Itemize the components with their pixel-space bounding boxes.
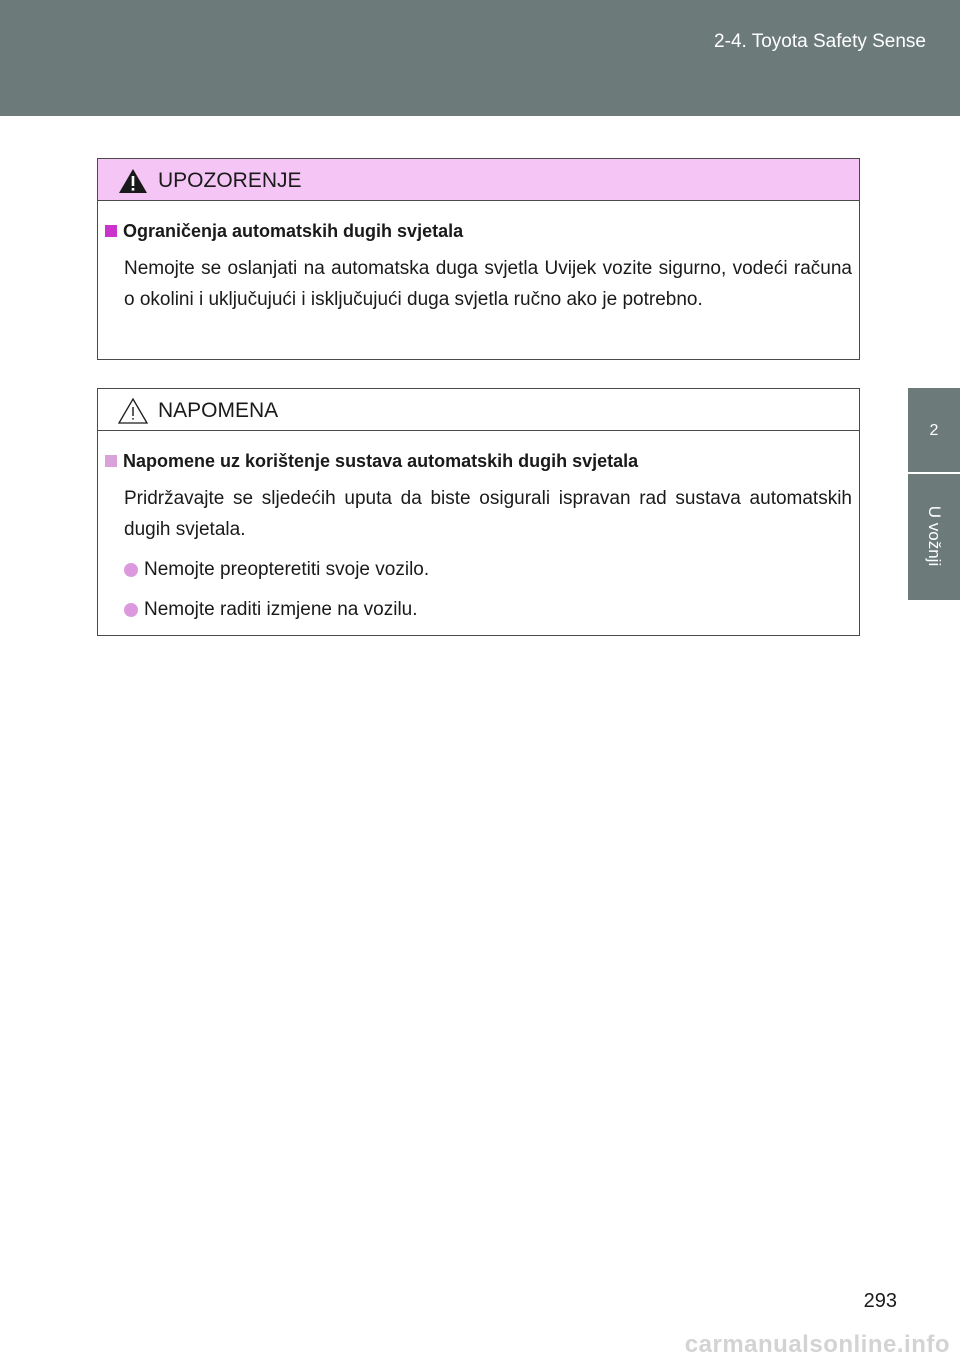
header-title: 2-4. Toyota Safety Sense xyxy=(714,31,926,52)
tab-divider xyxy=(908,472,960,474)
section-square-icon xyxy=(105,225,117,237)
warning-section-title-text: Ograničenja automatskih dugih svjetala xyxy=(123,220,464,241)
list-item-text: Nemojte raditi izmjene na vozilu. xyxy=(144,599,418,620)
watermark: carmanualsonline.info xyxy=(684,1331,950,1358)
section-square-icon xyxy=(105,455,117,467)
warning-box-body xyxy=(98,201,859,315)
bullet-dot-icon xyxy=(124,563,138,577)
page-header xyxy=(0,0,960,116)
warning-heading: UPOZORENJE xyxy=(158,169,302,192)
warning-box-header xyxy=(98,159,859,201)
page-number: 293 xyxy=(863,1290,897,1312)
notice-box-body xyxy=(98,431,859,625)
list-item xyxy=(124,555,852,585)
notice-box xyxy=(97,388,860,636)
warning-triangle-filled-icon xyxy=(117,167,149,195)
notice-section-title-text: Napomene uz korištenje sustava automatskih dugih svjetala xyxy=(123,450,639,471)
bullet-dot-icon xyxy=(124,603,138,617)
notice-heading: NAPOMENA xyxy=(158,399,279,422)
warning-triangle-outline-icon xyxy=(117,397,149,425)
warning-section-title xyxy=(105,219,852,243)
notice-text: Pridržavajte se sljedećih uputa da biste osigurali ispravan rad sustava automatskih dugih svjetala. xyxy=(124,488,852,540)
chapter-side-tab xyxy=(908,388,960,600)
warning-text: Nemojte se oslanjati na automatska duga svjetla Uvijek vozite sigurno, vodeći računa o okolini i uključujući i isključujući duga svjetla ručno ako je potrebno. xyxy=(124,258,852,310)
notice-box-header xyxy=(98,389,859,431)
chapter-number: 2 xyxy=(929,422,939,439)
list-item xyxy=(124,595,852,625)
warning-box xyxy=(97,158,860,360)
list-item-text: Nemojte preopteretiti svoje vozilo. xyxy=(144,559,430,580)
notice-section-title xyxy=(105,449,852,473)
chapter-label: U vožnji xyxy=(925,505,944,567)
